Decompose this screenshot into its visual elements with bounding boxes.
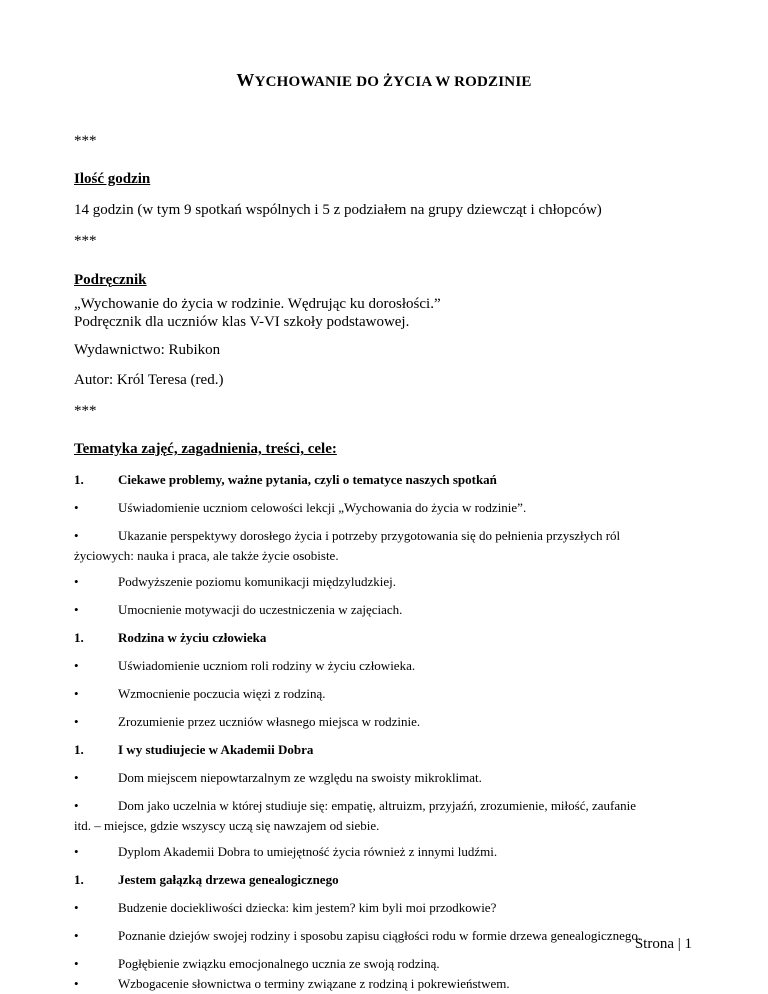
section-number: 1.: [74, 742, 84, 757]
separator: ***: [74, 133, 97, 149]
bullet: •: [74, 714, 79, 729]
hours-heading: Ilość godzin: [74, 171, 151, 187]
bullet: •: [74, 900, 79, 915]
bullet: •: [74, 686, 79, 701]
bullet: •: [74, 956, 79, 971]
bullet: •: [74, 770, 79, 785]
list-item-continuation: itd. – miejsce, gdzie wszyscy uczą się nawzajem od siebie.: [74, 818, 380, 833]
bullet: •: [74, 602, 79, 617]
page-number: Strona | 1: [634, 936, 692, 952]
section-number: 1.: [74, 872, 84, 887]
section-title: Rodzina w życiu człowieka: [118, 630, 267, 645]
book-heading: Podręcznik: [74, 272, 147, 288]
list-item: Dom miejscem niepowtarzalnym ze względu na swoisty mikroklimat.: [118, 770, 482, 785]
section-title: Jestem gałązką drzewa genealogicznego: [118, 872, 339, 887]
bullet: •: [74, 658, 79, 673]
list-item: Ukazanie perspektywy dorosłego życia i potrzeby przygotowania się do pełnienia przyszłych ról: [118, 528, 621, 543]
bullet: •: [74, 500, 79, 515]
topics-heading: Tematyka zajęć, zagadnienia, treści, cele:: [74, 441, 337, 457]
section-title: Ciekawe problemy, ważne pytania, czyli o tematyce naszych spotkań: [118, 472, 497, 487]
hours-text: 14 godzin (w tym 9 spotkań wspólnych i 5 z podziałem na grupy dziewcząt i chłopców): [74, 202, 602, 218]
list-item: Uświadomienie uczniom roli rodziny w życiu człowieka.: [118, 658, 416, 673]
bullet: •: [74, 844, 79, 859]
list-item: Zrozumienie przez uczniów własnego miejsca w rodzinie.: [118, 714, 421, 729]
list-item: Dyplom Akademii Dobra to umiejętność życia również z innymi ludźmi.: [118, 844, 498, 859]
bullet: •: [74, 928, 79, 943]
book-title: „Wychowanie do życia w rodzinie. Wędrując ku dorosłości.”: [74, 296, 441, 312]
list-item: Podwyższenie poziomu komunikacji międzyludzkiej.: [118, 574, 396, 589]
list-item: Wzbogacenie słownictwa o terminy związane z rodziną i pokrewieństwem.: [118, 976, 510, 991]
page-title: WYCHOWANIE DO ŻYCIA W RODZINIE: [236, 70, 532, 90]
list-item: Dom jako uczelnia w której studiuje się: empatię, altruizm, przyjaźń, zrozumienie, miłość, zaufanie: [118, 798, 637, 813]
list-item: Wzmocnienie poczucia więzi z rodziną.: [118, 686, 326, 701]
book-author: Autor: Król Teresa (red.): [74, 372, 224, 388]
bullet: •: [74, 798, 79, 813]
separator: ***: [74, 403, 97, 419]
section-number: 1.: [74, 630, 84, 645]
book-subtitle: Podręcznik dla uczniów klas V-VI szkoły podstawowej.: [74, 314, 410, 330]
list-item: Budzenie dociekliwości dziecka: kim jestem? kim byli moi przodkowie?: [118, 900, 497, 915]
list-item: Umocnienie motywacji do uczestniczenia w zajęciach.: [118, 602, 403, 617]
section-number: 1.: [74, 472, 84, 487]
list-item: Pogłębienie związku emocjonalnego ucznia ze swoją rodziną.: [118, 956, 440, 971]
bullet: •: [74, 528, 79, 543]
book-publisher: Wydawnictwo: Rubikon: [74, 342, 221, 358]
list-item: Uświadomienie uczniom celowości lekcji „Wychowania do życia w rodzinie”.: [118, 500, 527, 515]
section-title: I wy studiujecie w Akademii Dobra: [118, 742, 314, 757]
separator: ***: [74, 233, 97, 249]
list-item-continuation: życiowych: nauka i praca, ale także życie osobiste.: [74, 548, 339, 563]
list-item: Poznanie dziejów swojej rodziny i sposobu zapisu ciągłości rodu w formie drzewa genealogicznego.: [118, 928, 642, 943]
bullet: •: [74, 976, 79, 991]
bullet: •: [74, 574, 79, 589]
